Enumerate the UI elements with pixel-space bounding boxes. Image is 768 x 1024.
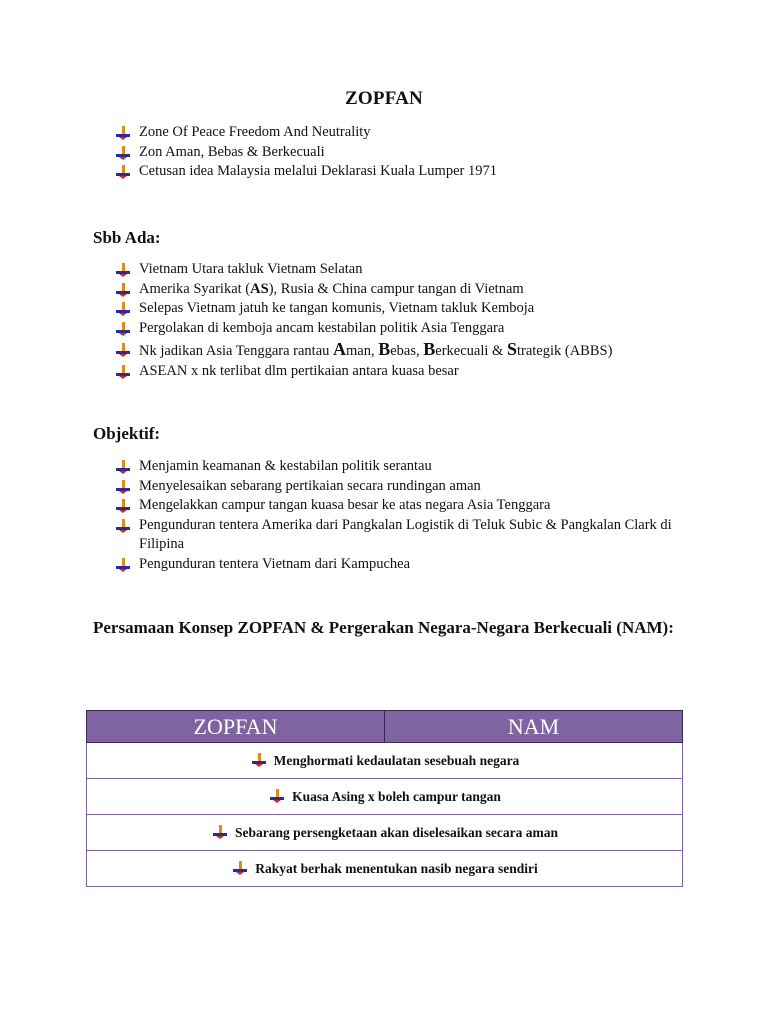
- arrow-bullet-icon: [116, 126, 130, 139]
- table-row: [87, 743, 683, 779]
- list-item: Zon Aman, Bebas & Berkecuali: [114, 143, 694, 163]
- arrow-bullet-icon: [116, 146, 130, 159]
- arrow-bullet-icon: [116, 558, 130, 571]
- list-item: Vietnam Utara takluk Vietnam Selatan: [114, 260, 694, 280]
- arrow-bullet-icon: [116, 283, 130, 296]
- list-item: Pengunduran tentera Amerika dari Pangkalan Logistik di Teluk Subic & Pangkalan Clark di Filipina: [114, 516, 674, 555]
- list-item: ASEAN x nk terlibat dlm pertikaian antara kuasa besar: [114, 362, 694, 382]
- list-item: Pergolakan di kemboja ancam kestabilan politik Asia Tenggara: [114, 319, 694, 339]
- arrow-bullet-icon: [116, 480, 130, 493]
- arrow-bullet-icon: [270, 789, 284, 802]
- arrow-bullet-icon: [252, 753, 266, 766]
- table-header-row: [87, 711, 683, 743]
- arrow-bullet-icon: [116, 365, 130, 378]
- arrow-bullet-icon: [233, 861, 247, 874]
- list-item: Mengelakkan campur tangan kuasa besar ke atas negara Asia Tenggara: [114, 496, 674, 516]
- table-cell-text: Menghormati kedaulatan sesebuah negara: [273, 752, 520, 768]
- table-row: [87, 851, 683, 887]
- table-cell-text: Sebarang persengketaan akan diselesaikan secara aman: [235, 824, 558, 840]
- list-item: Zone Of Peace Freedom And Neutrality: [114, 123, 694, 143]
- column-header-nam: NAM: [385, 711, 683, 743]
- arrow-bullet-icon: [213, 825, 227, 838]
- section-heading-persamaan: Persamaan Konsep ZOPFAN & Pergerakan Negara-Negara Berkecuali (NAM):: [93, 618, 674, 637]
- arrow-bullet-icon: [116, 322, 130, 335]
- arrow-bullet-icon: [116, 302, 130, 315]
- list-item: Menyelesaikan sebarang pertikaian secara rundingan aman: [114, 477, 674, 497]
- sbb-ada-list: [114, 260, 694, 382]
- objektif-list: [114, 457, 674, 574]
- arrow-bullet-icon: [116, 263, 130, 276]
- table-cell-text: Rakyat berhak menentukan nasib negara sendiri: [255, 860, 538, 876]
- list-item: Amerika Syarikat (AS), Rusia & China campur tangan di Vietnam: [114, 280, 694, 300]
- page-title: ZOPFAN: [345, 88, 423, 109]
- arrow-bullet-icon: [116, 343, 130, 356]
- table-row: [87, 779, 683, 815]
- list-item: Nk jadikan Asia Tenggara rantau Aman, Bebas, Berkecuali & Strategik (ABBS): [114, 338, 694, 362]
- list-item: Cetusan idea Malaysia melalui Deklarasi Kuala Lumper 1971: [114, 162, 694, 182]
- list-item: Selepas Vietnam jatuh ke tangan komunis, Vietnam takluk Kemboja: [114, 299, 694, 319]
- table-cell-text: Kuasa Asing x boleh campur tangan: [292, 788, 501, 804]
- table-row: [87, 815, 683, 851]
- comparison-table: [86, 710, 683, 887]
- arrow-bullet-icon: [116, 519, 130, 532]
- section-heading-objektif: Objektif:: [93, 424, 161, 443]
- column-header-zopfan: ZOPFAN: [87, 711, 385, 743]
- arrow-bullet-icon: [116, 165, 130, 178]
- arrow-bullet-icon: [116, 460, 130, 473]
- arrow-bullet-icon: [116, 499, 130, 512]
- section-heading-sbb-ada: Sbb Ada:: [93, 228, 161, 247]
- intro-list: [114, 123, 694, 182]
- list-item: Pengunduran tentera Vietnam dari Kampuchea: [114, 555, 674, 575]
- list-item: Menjamin keamanan & kestabilan politik serantau: [114, 457, 674, 477]
